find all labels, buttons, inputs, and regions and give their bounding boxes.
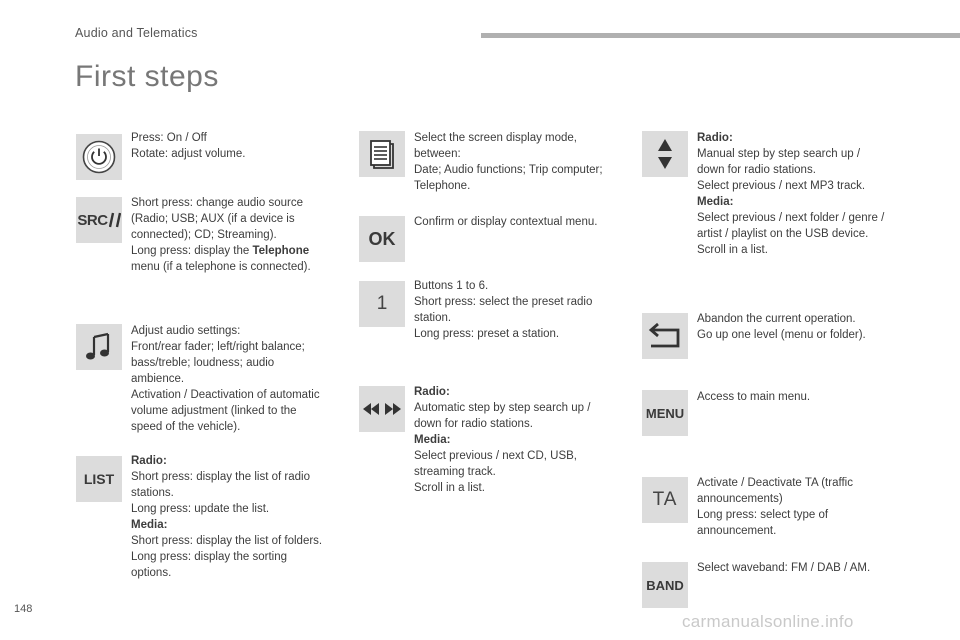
- power-button-icon: [76, 134, 122, 180]
- updown-media-line-2: artist / playlist on the USB device.: [697, 228, 869, 240]
- display-mode-description: [414, 130, 629, 194]
- updown-description: [697, 130, 912, 258]
- buttons-description: [414, 278, 629, 342]
- updown-media-line-3: Scroll in a list.: [697, 244, 768, 256]
- buttons-line-4: Long press: preset a station.: [414, 328, 560, 340]
- buttons-line-2: Short press: select the preset radio: [414, 296, 593, 308]
- header-bar: [481, 33, 960, 38]
- audio-line-7: speed of the vehicle).: [131, 421, 241, 433]
- ta-description: [697, 475, 912, 539]
- seek-media-line-1: Select previous / next CD, USB,: [414, 450, 577, 462]
- list-radio-line-2: stations.: [131, 487, 174, 499]
- audio-line-2: Front/rear fader; left/right balance;: [131, 341, 305, 353]
- updown-radio-line-2: down for radio stations.: [697, 164, 816, 176]
- audio-line-3: bass/treble; loudness; audio: [131, 357, 275, 369]
- buttons-line-1: Buttons 1 to 6.: [414, 280, 489, 292]
- seek-radio-line-2: down for radio stations.: [414, 418, 533, 430]
- preset-icon-label: 1: [376, 293, 388, 314]
- list-media-label: Media:: [131, 519, 168, 531]
- seek-radio-line-1: Automatic step by step search up /: [414, 402, 591, 414]
- seek-media-line-3: Scroll in a list.: [414, 482, 485, 494]
- list-radio-label: Radio:: [131, 455, 167, 467]
- ta-button-icon: [642, 477, 688, 523]
- updown-radio-label: Radio:: [697, 132, 733, 144]
- watermark: carmanualsonline.info: [682, 612, 854, 631]
- list-media-line-1: Short press: display the list of folders.: [131, 535, 323, 547]
- seek-radio-label: Radio:: [414, 386, 450, 398]
- power-line-1: Press: On / Off: [131, 132, 207, 144]
- display-mode-line-1: Select the screen display mode,: [414, 132, 578, 144]
- ok-icon-label: OK: [368, 228, 396, 249]
- power-description: [131, 130, 346, 162]
- buttons-line-3: station.: [414, 312, 452, 324]
- power-line-2: Rotate: adjust volume.: [131, 148, 246, 160]
- preset-button-icon: [359, 281, 405, 327]
- section-header: Audio and Telematics: [75, 26, 198, 40]
- ta-line-2: announcements): [697, 493, 783, 505]
- updown-media-line-1: Select previous / next folder / genre /: [697, 212, 885, 224]
- src-line-3: connected); CD; Streaming).: [131, 229, 277, 241]
- audio-line-4: ambience.: [131, 373, 185, 385]
- audio-settings-icon: [76, 324, 122, 370]
- menu-line-1: Access to main menu.: [697, 391, 811, 403]
- seek-arrows-icon: [359, 386, 405, 432]
- src-description: [131, 195, 346, 275]
- ta-icon-label: TA: [652, 489, 678, 510]
- band-icon-label: BAND: [646, 577, 684, 593]
- back-line-1: Abandon the current operation.: [697, 313, 856, 325]
- display-mode-icon: [359, 131, 405, 177]
- ok-button-icon: [359, 216, 405, 262]
- band-button-icon: [642, 562, 688, 608]
- src-line-5: menu (if a telephone is connected).: [131, 261, 311, 273]
- display-mode-line-3: Date; Audio functions; Trip computer;: [414, 164, 603, 176]
- back-description: [697, 311, 912, 343]
- back-arrow-icon: [642, 313, 688, 359]
- ok-description: [414, 214, 629, 230]
- src-button-icon: [76, 197, 122, 243]
- ta-line-1: Activate / Deactivate TA (traffic: [697, 477, 853, 489]
- list-icon-label: LIST: [83, 471, 115, 487]
- audio-line-5: Activation / Deactivation of automatic: [131, 389, 320, 401]
- back-line-2: Go up one level (menu or folder).: [697, 329, 866, 341]
- menu-description: [697, 389, 912, 405]
- audio-line-6: volume adjustment (linked to the: [131, 405, 297, 417]
- audio-line-1: Adjust audio settings:: [131, 325, 241, 337]
- list-radio-line-1: Short press: display the list of radio: [131, 471, 310, 483]
- ta-line-4: announcement.: [697, 525, 777, 537]
- ta-line-3: Long press: select type of: [697, 509, 829, 521]
- list-description: [131, 453, 346, 581]
- seek-description: [414, 384, 629, 496]
- ok-line-1: Confirm or display contextual menu.: [414, 216, 598, 228]
- list-media-line-3: options.: [131, 567, 172, 579]
- src-line-2: (Radio; USB; AUX (if a device is: [131, 213, 295, 225]
- menu-button-icon: [642, 390, 688, 436]
- seek-media-line-2: streaming track.: [414, 466, 496, 478]
- display-mode-line-4: Telephone.: [414, 180, 471, 192]
- src-line-1: Short press: change audio source: [131, 197, 303, 209]
- display-mode-line-2: between:: [414, 148, 461, 160]
- updown-radio-line-1: Manual step by step search up /: [697, 148, 861, 160]
- page-title: First steps: [75, 60, 219, 93]
- updown-radio-line-3: Select previous / next MP3 track.: [697, 180, 866, 192]
- page-number: 148: [14, 603, 33, 615]
- band-description: [697, 560, 912, 576]
- audio-description: [131, 323, 346, 435]
- list-media-line-2: Long press: display the sorting: [131, 551, 287, 563]
- src-line-4: [131, 243, 346, 259]
- src-tel-bold: Telephone: [252, 245, 310, 257]
- seek-media-label: Media:: [414, 434, 451, 446]
- src-icon-label: SRC: [77, 211, 108, 229]
- list-button-icon: [76, 456, 122, 502]
- menu-icon-label: MENU: [645, 405, 685, 421]
- src-tel-prefix: Long press: display the: [131, 245, 253, 257]
- list-radio-line-3: Long press: update the list.: [131, 503, 270, 515]
- up-down-arrows-icon: [642, 131, 688, 177]
- updown-media-label: Media:: [697, 196, 734, 208]
- band-line-1: Select waveband: FM / DAB / AM.: [697, 562, 871, 574]
